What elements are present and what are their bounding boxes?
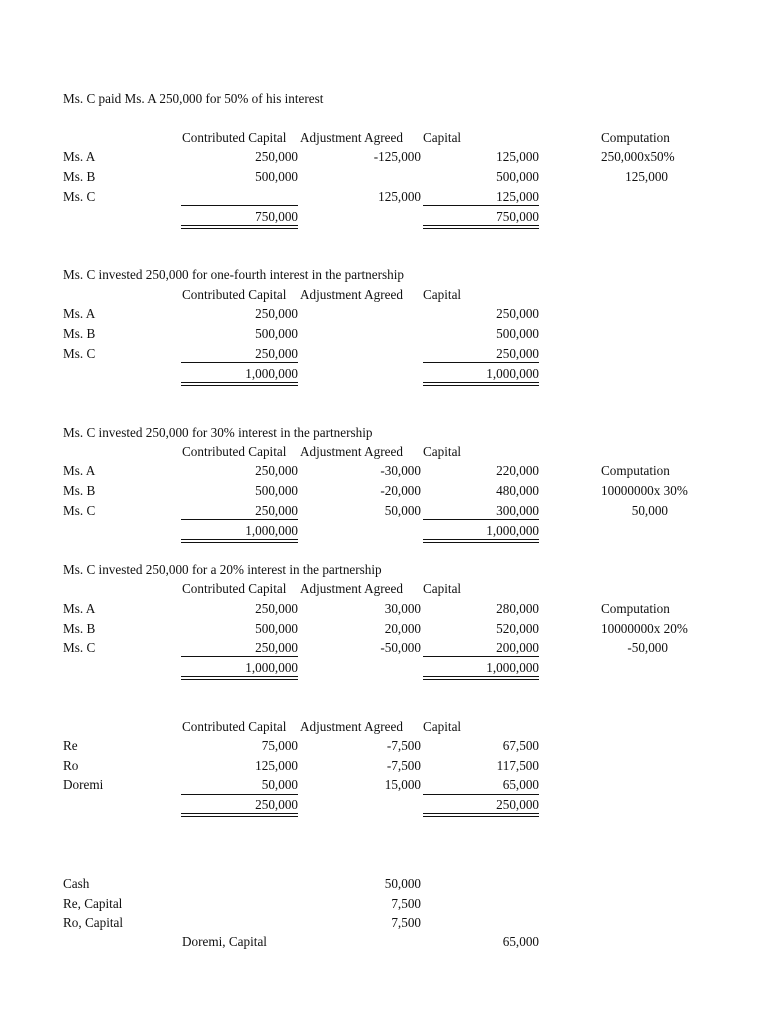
s4-row-adjustment: -50,000 — [380, 640, 421, 655]
s3-row-capital: 480,000 — [496, 483, 539, 498]
header-capital: Capital — [423, 287, 462, 302]
header-contributed-capital: Contributed Capital — [182, 130, 287, 145]
s3-row-name: Ms. B — [63, 483, 96, 498]
s5-row-adjustment: -7,500 — [386, 738, 421, 753]
s1-row-name: Ms. B — [63, 169, 96, 184]
s3-row-contributed: 250,000 — [255, 503, 298, 518]
s4-row-contributed: 250,000 — [255, 601, 298, 616]
total-double-rule — [181, 225, 298, 226]
total-double-rule — [181, 228, 298, 229]
s4-row-adjustment: 30,000 — [384, 601, 421, 616]
s1-row-capital: 125,000 — [496, 149, 539, 164]
subtotal-rule — [181, 794, 298, 795]
s4-row-name: Ms. B — [63, 621, 96, 636]
s1-row-capital: 125,000 — [496, 189, 539, 204]
header-contributed-capital: Contributed Capital — [182, 581, 287, 596]
header-contributed-capital: Contributed Capital — [182, 287, 287, 302]
header-adjustment-agreed: Adjustment Agreed — [300, 444, 403, 459]
total-double-rule — [423, 679, 539, 680]
s4-row-capital: 200,000 — [496, 640, 539, 655]
s5-total-capital: 250,000 — [496, 797, 539, 812]
s3-row-capital: 300,000 — [496, 503, 539, 518]
journal-debit-amount: 7,500 — [391, 915, 421, 930]
subtotal-rule — [181, 362, 298, 363]
s3-row-adjustment: -20,000 — [380, 483, 421, 498]
s4-row-adjustment: 20,000 — [384, 621, 421, 636]
section4-title: Ms. C invested 250,000 for a 20% interest in the partnership — [63, 562, 382, 577]
s4-row-computation: Computation — [601, 601, 670, 616]
subtotal-rule — [423, 794, 539, 795]
s1-row-adjustment: 125,000 — [378, 189, 421, 204]
s2-row-name: Ms. C — [63, 346, 96, 361]
s4-row-contributed: 500,000 — [255, 621, 298, 636]
total-double-rule — [423, 228, 539, 229]
s1-row-computation: 250,000x50% — [601, 149, 675, 164]
journal-debit-amount: 50,000 — [384, 876, 421, 891]
s3-row-computation: 50,000 — [631, 503, 668, 518]
s2-total-capital: 1,000,000 — [486, 366, 539, 381]
header-contributed-capital: Contributed Capital — [182, 719, 287, 734]
s4-row-name: Ms. A — [63, 601, 96, 616]
s2-row-contributed: 250,000 — [255, 346, 298, 361]
header-capital: Capital — [423, 130, 462, 145]
s4-total-capital: 1,000,000 — [486, 660, 539, 675]
s3-row-capital: 220,000 — [496, 463, 539, 478]
journal-debit-account: Ro, Capital — [63, 915, 124, 930]
s5-row-capital: 117,500 — [496, 758, 539, 773]
s2-total-contributed: 1,000,000 — [245, 366, 298, 381]
s3-row-adjustment: 50,000 — [384, 503, 421, 518]
journal-credit-account: Doremi, Capital — [182, 934, 267, 949]
s1-row-contributed: 500,000 — [255, 169, 298, 184]
s1-row-adjustment: -125,000 — [373, 149, 421, 164]
s3-total-contributed: 1,000,000 — [245, 523, 298, 538]
s1-row-computation: 125,000 — [625, 169, 668, 184]
subtotal-rule — [423, 656, 539, 657]
s2-row-capital: 250,000 — [496, 346, 539, 361]
subtotal-rule — [423, 205, 539, 206]
s1-total-contributed: 750,000 — [255, 209, 298, 224]
total-double-rule — [423, 225, 539, 226]
s3-row-contributed: 500,000 — [255, 483, 298, 498]
s3-row-adjustment: -30,000 — [380, 463, 421, 478]
total-double-rule — [423, 676, 539, 677]
total-double-rule — [423, 816, 539, 817]
header-adjustment-agreed: Adjustment Agreed — [300, 719, 403, 734]
header-adjustment-agreed: Adjustment Agreed — [300, 581, 403, 596]
header-capital: Capital — [423, 444, 462, 459]
s4-row-computation: 10000000x 20% — [601, 621, 688, 636]
section1-title: Ms. C paid Ms. A 250,000 for 50% of his interest — [63, 91, 324, 106]
s5-row-contributed: 125,000 — [255, 758, 298, 773]
journal-credit-amount: 65,000 — [502, 934, 539, 949]
s2-row-capital: 500,000 — [496, 326, 539, 341]
s5-row-name: Re — [63, 738, 78, 753]
subtotal-rule — [423, 519, 539, 520]
s4-row-capital: 520,000 — [496, 621, 539, 636]
s3-row-computation: Computation — [601, 463, 670, 478]
subtotal-rule — [181, 205, 298, 206]
total-double-rule — [181, 676, 298, 677]
s4-row-computation: -50,000 — [627, 640, 668, 655]
total-double-rule — [423, 539, 539, 540]
subtotal-rule — [181, 656, 298, 657]
s2-row-contributed: 250,000 — [255, 306, 298, 321]
s2-row-capital: 250,000 — [496, 306, 539, 321]
subtotal-rule — [423, 362, 539, 363]
s2-row-name: Ms. B — [63, 326, 96, 341]
s5-row-contributed: 50,000 — [261, 777, 298, 792]
s4-row-name: Ms. C — [63, 640, 96, 655]
header-contributed-capital: Contributed Capital — [182, 444, 287, 459]
total-double-rule — [181, 679, 298, 680]
section3-title: Ms. C invested 250,000 for 30% interest in the partnership — [63, 425, 373, 440]
total-double-rule — [423, 813, 539, 814]
subtotal-rule — [181, 519, 298, 520]
s5-row-capital: 67,500 — [502, 738, 539, 753]
s3-row-contributed: 250,000 — [255, 463, 298, 478]
s5-row-capital: 65,000 — [502, 777, 539, 792]
total-double-rule — [181, 539, 298, 540]
journal-debit-account: Cash — [63, 876, 90, 891]
s3-row-name: Ms. A — [63, 463, 96, 478]
s1-total-capital: 750,000 — [496, 209, 539, 224]
s2-row-name: Ms. A — [63, 306, 96, 321]
total-double-rule — [181, 385, 298, 386]
header-adjustment-agreed: Adjustment Agreed — [300, 287, 403, 302]
s1-row-name: Ms. C — [63, 189, 96, 204]
total-double-rule — [181, 542, 298, 543]
s3-total-capital: 1,000,000 — [486, 523, 539, 538]
s5-row-contributed: 75,000 — [261, 738, 298, 753]
total-double-rule — [181, 382, 298, 383]
total-double-rule — [423, 542, 539, 543]
s5-row-adjustment: 15,000 — [384, 777, 421, 792]
s3-row-computation: 10000000x 30% — [601, 483, 688, 498]
journal-debit-account: Re, Capital — [63, 896, 123, 911]
s5-total-contributed: 250,000 — [255, 797, 298, 812]
s4-total-contributed: 1,000,000 — [245, 660, 298, 675]
s5-row-name: Ro — [63, 758, 79, 773]
total-double-rule — [423, 382, 539, 383]
header-computation: Computation — [601, 130, 670, 145]
header-capital: Capital — [423, 581, 462, 596]
s4-row-capital: 280,000 — [496, 601, 539, 616]
header-capital: Capital — [423, 719, 462, 734]
total-double-rule — [423, 385, 539, 386]
journal-debit-amount: 7,500 — [391, 896, 421, 911]
s2-row-contributed: 500,000 — [255, 326, 298, 341]
total-double-rule — [181, 813, 298, 814]
total-double-rule — [181, 816, 298, 817]
s1-row-contributed: 250,000 — [255, 149, 298, 164]
section2-title: Ms. C invested 250,000 for one-fourth interest in the partnership — [63, 267, 404, 282]
s3-row-name: Ms. C — [63, 503, 96, 518]
s5-row-adjustment: -7,500 — [386, 758, 421, 773]
s1-row-capital: 500,000 — [496, 169, 539, 184]
s4-row-contributed: 250,000 — [255, 640, 298, 655]
s1-row-name: Ms. A — [63, 149, 96, 164]
header-adjustment-agreed: Adjustment Agreed — [300, 130, 403, 145]
s5-row-name: Doremi — [63, 777, 104, 792]
